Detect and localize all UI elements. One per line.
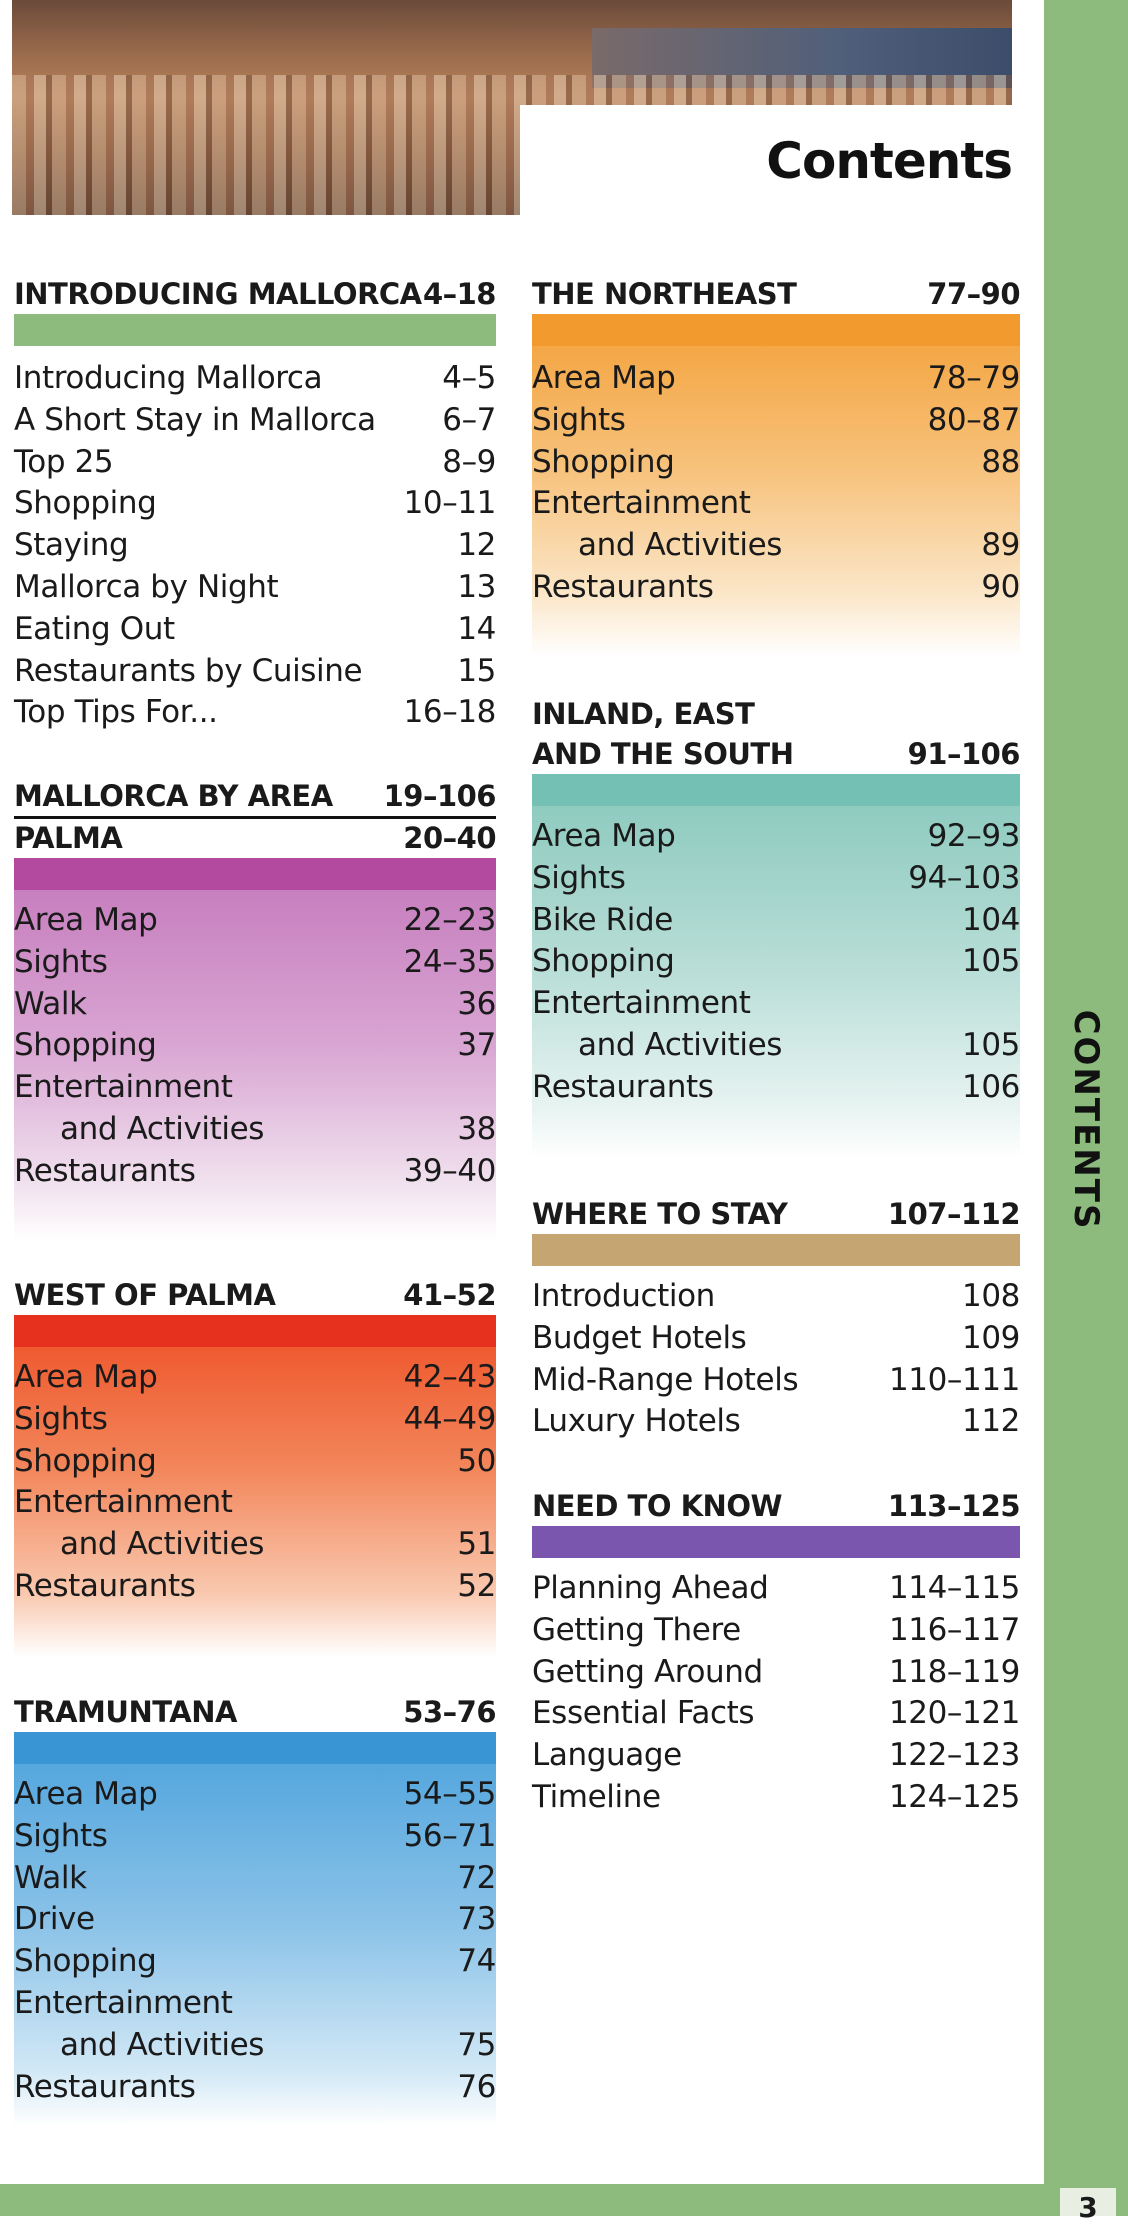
section-items [532, 1276, 1020, 1443]
toc-entry-label: Planning Ahead [532, 1570, 769, 1606]
section-color-bar [14, 1315, 496, 1347]
section-items [532, 358, 1020, 609]
toc-entry-label: Introducing Mallorca [14, 360, 323, 396]
toc-entry-label: Sights [14, 1400, 108, 1437]
toc-entry [532, 858, 1020, 900]
section-header [532, 274, 1020, 314]
toc-entry-pages: 6–7 [442, 401, 496, 438]
toc-entry-label: Area Map [532, 818, 676, 854]
section-title: NEED TO KNOW [532, 1489, 782, 1523]
toc-entry [14, 358, 496, 400]
toc-entry-pages: 118–119 [888, 1653, 1020, 1690]
toc-entry [14, 1816, 496, 1858]
section-items [14, 900, 496, 1193]
toc-entry-pages: 89 [981, 527, 1020, 564]
toc-entry-label: Mallorca by Night [14, 568, 279, 605]
toc-entry [532, 1318, 1020, 1360]
section-color-bar [14, 858, 496, 890]
section-color-bar [532, 1234, 1020, 1266]
side-tab-label: CONTENTS [1066, 1009, 1106, 1231]
toc-entry-label: and Activities [578, 527, 782, 564]
toc-entry [14, 567, 496, 609]
toc-entry-pages: 116–117 [888, 1611, 1020, 1648]
toc-entry-pages: 51 [457, 1526, 496, 1563]
section-title: WHERE TO STAY [532, 1197, 788, 1231]
section-items [532, 816, 1020, 1109]
section-palma [14, 818, 496, 1258]
toc-entry-pages: 94–103 [908, 859, 1020, 896]
toc-entry-label: Restaurants [532, 1068, 714, 1105]
section-title: PALMA [14, 821, 123, 855]
section-mallorca-by-area [14, 776, 496, 824]
toc-entry-label: Restaurants [14, 2068, 196, 2105]
toc-entry-label: Introduction [532, 1278, 715, 1314]
toc-entry [532, 1693, 1020, 1735]
toc-entry-pages: 8–9 [442, 443, 496, 480]
toc-entry [532, 1360, 1020, 1402]
toc-entry-label: and Activities [578, 1026, 782, 1063]
toc-entry-label: Area Map [14, 1776, 158, 1812]
toc-entry [532, 1610, 1020, 1652]
section-title: TRAMUNTANA [14, 1695, 237, 1729]
section-items [14, 1357, 496, 1608]
page-number: 3 [1060, 2188, 1116, 2216]
toc-entry [532, 1652, 1020, 1694]
toc-entry [14, 651, 496, 693]
section-pages: 53–76 [403, 1695, 496, 1729]
toc-entry-label: Sights [532, 401, 626, 438]
toc-entry [14, 692, 496, 734]
section-title: INLAND, EAST AND THE SOUTH [532, 697, 794, 771]
toc-entry-label: Top 25 [14, 443, 114, 480]
toc-entry-label: Entertainment [532, 985, 751, 1022]
section-header [14, 274, 496, 314]
toc-entry [14, 525, 496, 567]
section-header [14, 818, 496, 858]
toc-entry [532, 1067, 1020, 1109]
section-inland-east-south [532, 694, 1020, 1174]
toc-entry-label: Shopping [532, 443, 675, 480]
toc-entry [532, 1568, 1020, 1610]
toc-entry-label: Shopping [532, 943, 675, 980]
toc-entry [14, 442, 496, 484]
toc-entry-label: Shopping [14, 485, 157, 522]
toc-entry-pages: 13 [457, 568, 496, 605]
toc-entry [532, 1735, 1020, 1777]
section-header [532, 1486, 1020, 1526]
toc-entry [14, 1858, 496, 1900]
toc-entry-pages: 15 [457, 652, 496, 689]
toc-entry [14, 400, 496, 442]
toc-entry-pages: 122–123 [888, 1737, 1020, 1774]
toc-entry [14, 1399, 496, 1441]
toc-entry-pages: 10–11 [403, 485, 496, 522]
toc-entry-pages: 92–93 [927, 818, 1020, 854]
toc-entry-label: Entertainment [14, 1484, 233, 1521]
toc-entry-pages: 24–35 [403, 943, 496, 980]
section-color-bar [532, 314, 1020, 346]
section-title: INTRODUCING MALLORCA [14, 277, 422, 311]
toc-entry [14, 1524, 496, 1566]
toc-entry [532, 525, 1020, 567]
toc-entry-pages: 16–18 [403, 694, 496, 731]
toc-entry [14, 984, 496, 1026]
toc-entry-label: Sights [14, 943, 108, 980]
section-the-northeast [532, 274, 1020, 674]
toc-entry-pages: 44–49 [403, 1400, 496, 1437]
toc-entry-label: A Short Stay in Mallorca [14, 401, 376, 438]
section-pages: 19–106 [383, 779, 496, 813]
toc-entry-label: Area Map [14, 1359, 158, 1395]
toc-entry [532, 483, 1020, 525]
toc-entry [14, 1941, 496, 1983]
section-items [14, 358, 496, 734]
toc-entry-pages: 76 [457, 2068, 496, 2105]
toc-entry [532, 1276, 1020, 1318]
toc-entry [14, 1482, 496, 1524]
toc-entry [532, 567, 1020, 609]
section-header [14, 1275, 496, 1315]
section-west-of-palma [14, 1275, 496, 1685]
toc-entry [14, 1025, 496, 1067]
toc-entry [14, 1109, 496, 1151]
toc-entry-pages: 90 [981, 568, 1020, 605]
section-introducing-mallorca [14, 274, 496, 734]
toc-entry-label: Luxury Hotels [532, 1403, 741, 1440]
toc-entry-label: Walk [14, 1859, 87, 1896]
toc-entry [532, 816, 1020, 858]
toc-entry-label: Bike Ride [532, 901, 673, 938]
bottom-band [0, 2184, 1044, 2216]
toc-entry-pages: 52 [457, 1567, 496, 1604]
toc-entry-label: Budget Hotels [532, 1319, 747, 1356]
toc-entry-pages: 88 [981, 443, 1020, 480]
section-items [14, 1774, 496, 2108]
toc-entry-label: Top Tips For... [14, 694, 218, 731]
section-items [532, 1568, 1020, 1819]
toc-entry-label: Getting There [532, 1611, 741, 1648]
toc-entry-label: and Activities [60, 2026, 264, 2063]
toc-entry [14, 2025, 496, 2067]
toc-entry [532, 442, 1020, 484]
toc-entry-label: Sights [14, 1817, 108, 1854]
toc-entry [14, 2067, 496, 2109]
section-header [14, 776, 496, 816]
toc-entry-label: Area Map [14, 902, 158, 938]
toc-entry [532, 983, 1020, 1025]
toc-entry-pages: 39–40 [403, 1152, 496, 1189]
toc-entry-pages: 37 [457, 1027, 496, 1064]
toc-entry-label: Entertainment [532, 485, 751, 522]
toc-entry-pages: 56–71 [403, 1817, 496, 1854]
toc-entry-label: Restaurants [532, 568, 714, 605]
toc-entry-pages: 38 [457, 1110, 496, 1147]
toc-entry-label: Shopping [14, 1442, 157, 1479]
toc-entry-label: Restaurants [14, 1152, 196, 1189]
toc-entry-label: Entertainment [14, 1984, 233, 2021]
section-title: THE NORTHEAST [532, 277, 797, 311]
section-pages: 77–90 [927, 277, 1020, 311]
section-pages: 4–18 [422, 277, 496, 311]
toc-entry-pages: 120–121 [888, 1695, 1020, 1732]
toc-entry [14, 1566, 496, 1608]
toc-entry [14, 1441, 496, 1483]
toc-entry-label: Timeline [532, 1778, 661, 1815]
toc-entry-label: Mid-Range Hotels [532, 1361, 799, 1398]
section-color-bar [532, 1526, 1020, 1558]
toc-entry [14, 1983, 496, 2025]
toc-entry [532, 1401, 1020, 1443]
section-pages: 113–125 [887, 1489, 1020, 1523]
section-header [14, 1692, 496, 1732]
toc-entry-pages: 50 [457, 1442, 496, 1479]
toc-entry [14, 1067, 496, 1109]
toc-entry-label: Walk [14, 985, 87, 1022]
toc-entry-pages: 78–79 [927, 360, 1020, 396]
toc-entry [532, 941, 1020, 983]
toc-entry-pages: 106 [962, 1068, 1020, 1105]
toc-entry [14, 900, 496, 942]
toc-entry-pages: 109 [962, 1319, 1020, 1356]
toc-entry-pages: 104 [962, 901, 1020, 938]
toc-entry [14, 1774, 496, 1816]
toc-entry-label: Essential Facts [532, 1695, 755, 1732]
toc-entry-pages: 22–23 [403, 902, 496, 938]
toc-entry-pages: 75 [457, 2026, 496, 2063]
section-header [532, 694, 1020, 774]
toc-entry-label: Getting Around [532, 1653, 763, 1690]
toc-entry-label: Sights [532, 859, 626, 896]
toc-entry-pages: 73 [457, 1901, 496, 1938]
section-where-to-stay [532, 1194, 1020, 1454]
toc-entry-pages: 54–55 [403, 1776, 496, 1812]
toc-entry [14, 609, 496, 651]
toc-entry-label: and Activities [60, 1110, 264, 1147]
toc-entry-label: Entertainment [14, 1069, 233, 1106]
toc-entry-pages: 42–43 [403, 1359, 496, 1395]
toc-entry-label: Shopping [14, 1943, 157, 1980]
toc-entry-pages: 114–115 [888, 1570, 1020, 1606]
toc-entry-pages: 80–87 [927, 401, 1020, 438]
toc-entry [532, 358, 1020, 400]
toc-entry-pages: 72 [457, 1859, 496, 1896]
toc-entry [532, 400, 1020, 442]
toc-entry-pages: 112 [962, 1403, 1020, 1440]
toc-entry [532, 1025, 1020, 1067]
section-color-bar [14, 314, 496, 346]
toc-entry-pages: 124–125 [888, 1778, 1020, 1815]
toc-entry [14, 1151, 496, 1193]
page-title: Contents [766, 132, 1012, 190]
toc-entry-label: Restaurants by Cuisine [14, 652, 363, 689]
toc-entry-label: Language [532, 1737, 682, 1774]
section-pages: 91–106 [907, 737, 1020, 771]
toc-entry [532, 1777, 1020, 1819]
toc-entry-label: Area Map [532, 360, 676, 396]
section-pages: 41–52 [403, 1278, 496, 1312]
toc-entry-pages: 105 [962, 1026, 1020, 1063]
section-need-to-know [532, 1486, 1020, 1826]
toc-entry-label: Eating Out [14, 610, 175, 647]
section-pages: 20–40 [403, 821, 496, 855]
toc-entry-label: Drive [14, 1901, 95, 1938]
toc-entry-label: Shopping [14, 1027, 157, 1064]
toc-entry-pages: 14 [457, 610, 496, 647]
toc-entry-pages: 105 [962, 943, 1020, 980]
toc-entry [14, 483, 496, 525]
toc-entry [14, 942, 496, 984]
section-tramuntana [14, 1692, 496, 2132]
section-header [532, 1194, 1020, 1234]
toc-entry-pages: 4–5 [442, 360, 496, 396]
section-color-bar [14, 1732, 496, 1764]
toc-entry-label: and Activities [60, 1526, 264, 1563]
toc-entry-pages: 36 [457, 985, 496, 1022]
toc-entry [532, 900, 1020, 942]
toc-entry-label: Staying [14, 527, 129, 564]
toc-entry-pages: 74 [457, 1943, 496, 1980]
toc-entry [14, 1357, 496, 1399]
toc-entry-label: Restaurants [14, 1567, 196, 1604]
section-title: MALLORCA BY AREA [14, 779, 333, 813]
section-title: WEST OF PALMA [14, 1278, 276, 1312]
toc-entry-pages: 12 [457, 527, 496, 564]
toc-entry [14, 1899, 496, 1941]
section-color-bar [532, 774, 1020, 806]
section-pages: 107–112 [887, 1197, 1020, 1231]
toc-entry-pages: 110–111 [888, 1361, 1020, 1398]
toc-entry-pages: 108 [962, 1278, 1020, 1314]
